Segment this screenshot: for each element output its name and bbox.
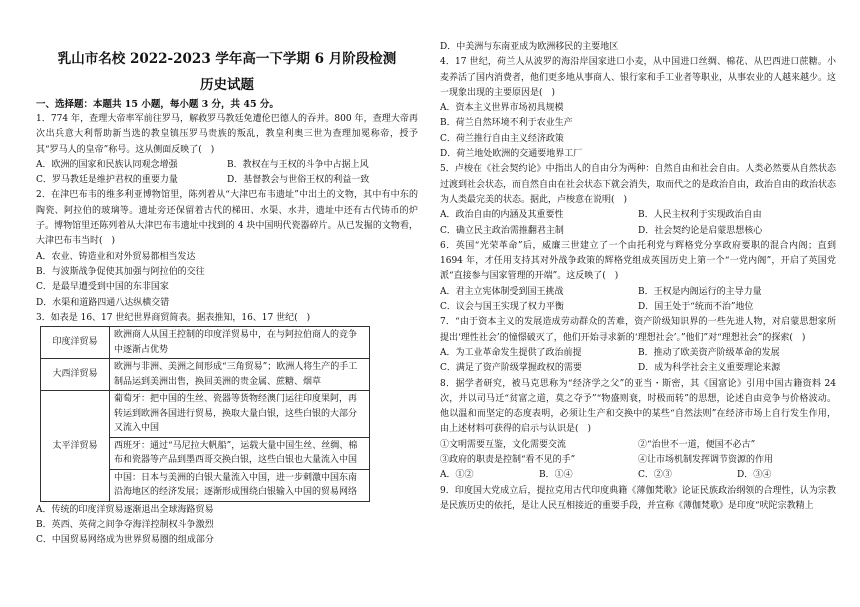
q5-option-a[interactable]: A．政治自由的内涵及其重要性 (440, 210, 564, 221)
q8-item: ①文明需要互鉴，文化需要交流 (440, 439, 567, 450)
table-cell: 欧洲商人从国王控制的印度洋贸易中，在与阿拉伯商人的竞争中逐渐占优势 (110, 327, 370, 359)
table-cell: 葡萄牙：把中国的生丝、瓷器等货物经澳门运往印度果阿，再转运到欧洲各国进行贸易，换取大量白银，这些白银的大部分又流入中国 (110, 391, 370, 438)
q8-item: ②“治世不一道，便国不必古” (638, 439, 756, 450)
q7-options (440, 346, 836, 377)
q8-option-a[interactable]: A．①② (440, 470, 474, 481)
right-column (440, 0, 836, 514)
q8-items (440, 438, 836, 469)
q1-options (36, 158, 418, 189)
q5-option-d[interactable]: D．社会契约论是启蒙思想核心 (638, 225, 763, 236)
q5-stem: 5．卢梭在《社会契约论》中指出人的自由分为两种：自然自由和社会自由。人类必然要从自然状态过渡到社会状态，而自然自由在社会状态下就会消失，取而代之的是政治自由，政治自由的政治状态为人类最完美的状态。据此，卢梭意在说明( ) (440, 164, 837, 205)
q4-option-b[interactable]: B．荷兰自然环境不利于农业生产 (440, 118, 573, 129)
table-row (41, 391, 370, 438)
q7-option-a[interactable]: A．为工业革命发生提供了政治前提 (440, 347, 582, 358)
q6-option-b[interactable]: B．王权是内阁运行的主导力量 (638, 286, 762, 297)
q1-option-b[interactable]: B．教权在与王权的斗争中占据上风 (227, 159, 369, 170)
q2-option-d[interactable]: D．水渠和道路四通八达纵横交错 (36, 297, 170, 308)
q3-option-a[interactable]: A．传统的印度洋贸易逐渐退出全球海路贸易 (36, 504, 214, 515)
q8-stem: 8．据学者研究，被马克思称为“经济学之父”的亚当・斯密，其《国富论》引用中国古籍资料 24 次，并以司马迁“贫富之道，莫之夺予”“物盛则衰，时极而转”的思想，论述自由竞争与价格波动。他以温和而坚定的态度表明，必须让生产和交换中的某些“自然法则”在经济市场上自行发生作用，由上述材料可获得的启示与认识是( ) (440, 378, 836, 435)
q8-option-b[interactable]: B．①④ (539, 470, 573, 481)
q3-stem: 3．如表是 16、17 世纪世界商贸简表。据表推知，16、17 世纪( ) (36, 312, 311, 323)
table-cell: 欧洲与非洲、美洲之间形成“三角贸易”；欧洲人将生产的手工制品运到美洲出售，换回美洲的贵金属、蔗糖、烟草 (110, 359, 370, 391)
q4-option-c[interactable]: C．荷兰推行自由主义经济政策 (440, 133, 564, 144)
q6-option-a[interactable]: A．君主立宪体制受到国王挑战 (440, 286, 564, 297)
q5-options (440, 208, 836, 239)
left-column (36, 0, 418, 549)
q3-option-b[interactable]: B．英西、英荷之间争夺海洋控制权斗争激烈 (36, 519, 214, 530)
exam-title: 乳山市名校 2022-2023 学年高一下学期 6 月阶段检测 (57, 51, 397, 67)
q5-option-b[interactable]: B．人民主权利于实现政治自由 (638, 210, 762, 221)
q8-option-d[interactable]: D．③④ (737, 470, 772, 481)
q8-item: ③政府的职责是控制“看不见的手” (440, 455, 576, 466)
q2-option-c[interactable]: C．是最早遭受到中国的东非国家 (36, 282, 169, 293)
trade-table (40, 326, 370, 502)
q7-stem: 7．“由于资本主义的发展造成劳动群众的苦难，资产阶级知识界的一些先进人物，对启蒙思想家所提出‘理性社会’的憧憬破灭了，他们开始寻求新的‘理想社会’。”他们”对“理想社会”的探索( ) (440, 317, 836, 343)
q4-option-d[interactable]: D．荷兰地处欧洲的交通要地界工厂 (440, 149, 583, 160)
q6-stem: 6．英国“光荣革命”后，威廉三世建立了一个由托利党与辉格党分享政府要职的混合内阁；直到 1694 年，才任用支持其对外战争政策的辉格党组成英国历史上第一个“一党内阁”，开启了英国党派“直接参与国家管理的开端”。这反映了( ) (440, 240, 836, 282)
q5-option-c[interactable]: C．确立民主政治需推翻君主制 (440, 225, 564, 236)
q8-item: ④让市场机制发挥调节资源的作用 (638, 455, 774, 466)
table-row (41, 327, 370, 359)
q1-option-c[interactable]: C．罗马教廷是维护君权的重要力量 (36, 175, 178, 186)
q6-options (440, 285, 836, 316)
q6-option-d[interactable]: D．国王处于“统而不治”地位 (638, 302, 754, 313)
q9-stem: 9．印度国大党成立后，提拉克用古代印度典籍《薄伽梵歌》论证民族政治纲领的合理性，认为宗教是民族历史的依托，是让人民互相接近的重要手段，并宣称《薄伽梵歌》是印度“吠陀宗教精上 (440, 485, 836, 511)
table-head-cell: 大西洋贸易 (41, 359, 110, 391)
table-cell: 西班牙：通过“马尼拉大帆船”，运载大量中国生丝、丝绸、棉布和瓷器等产品到墨西哥交换白银，这些白银也大量流入中国 (110, 437, 370, 469)
table-row (41, 359, 370, 391)
table-head-cell: 太平洋贸易 (41, 391, 110, 502)
q6-option-c[interactable]: C．议会与国王实现了权力平衡 (440, 302, 564, 313)
q8-options (440, 468, 836, 483)
exam-subtitle: 历史试题 (200, 77, 254, 93)
section-heading: 一、选择题：本题共 15 小题，每小题 3 分，共 45 分。 (36, 99, 279, 110)
q7-option-d[interactable]: D．成为科学社会主义重要理论来源 (638, 363, 781, 374)
q3-option-d[interactable]: D．中美洲与东南亚成为欧洲移民的主要地区 (440, 42, 619, 52)
q1-option-a[interactable]: A．欧洲的国家和民族认同观念增强 (36, 159, 178, 170)
q2-option-b[interactable]: B．与波斯战争促使其加强与阿拉伯的交往 (36, 266, 205, 277)
q8-option-c[interactable]: C．②③ (638, 470, 672, 481)
q7-option-c[interactable]: C．满足了资产阶级掌握政权的需要 (440, 363, 582, 374)
table-head-cell: 印度洋贸易 (41, 327, 110, 359)
q2-stem: 2．在津巴布韦的维多利亚博物馆里，陈列着从“大津巴布韦遗址”中出土的文物，其中有中东的陶瓷、阿拉伯的玻璃等。遗址旁还保留着古代的梯田、水渠、水井，遗址中还有古代铸币的炉子。博物馆里还陈列着从大津巴布韦遗址中找到的 4 块中国明代瓷器碎片。从已发掘的文物看，大津巴布韦当时( ) (36, 190, 418, 247)
q3-option-c[interactable]: C．中国贸易网络成为世界贸易圈的组成部分 (36, 535, 214, 546)
q4-stem: 4．17 世纪，荷兰人从波罗的海沿岸国家进口小麦，从中国进口丝绸、棉花、从巴西进口蔗糖。小麦养活了国内消费者，他们更多地从事商人、银行家和手工业者等职业，从事农业的人越来越少。这一现象出现的主要原因是( ) (440, 57, 837, 98)
table-cell: 中国：日本与美洲的白银大量流入中国，进一步刺激中国东南沿海地区的经济发展；逐渐形成围绕白银输入中国的贸易网络 (110, 469, 370, 501)
q2-option-a[interactable]: A．农业、铸造业和对外贸易都相当发达 (36, 251, 196, 262)
q1-stem: 1．774 年，查理大帝率军前往罗马，解救罗马教廷免遭伦巴德人的吞并。800 年，查理大帝再次出兵意大利帮助新当选的教皇镇压罗马贵族的叛乱，教皇利奥三世为查理加冕称帝，授予其“罗马人的皇帝”称号。这从侧面反映了( ) (36, 114, 418, 155)
q7-option-b[interactable]: B．推动了欧美资产阶级革命的发展 (638, 347, 780, 358)
q1-option-d[interactable]: D．基督教会与世俗王权的利益一致 (227, 175, 370, 186)
q4-option-a[interactable]: A．资本主义世界市场初具规模 (440, 103, 564, 114)
